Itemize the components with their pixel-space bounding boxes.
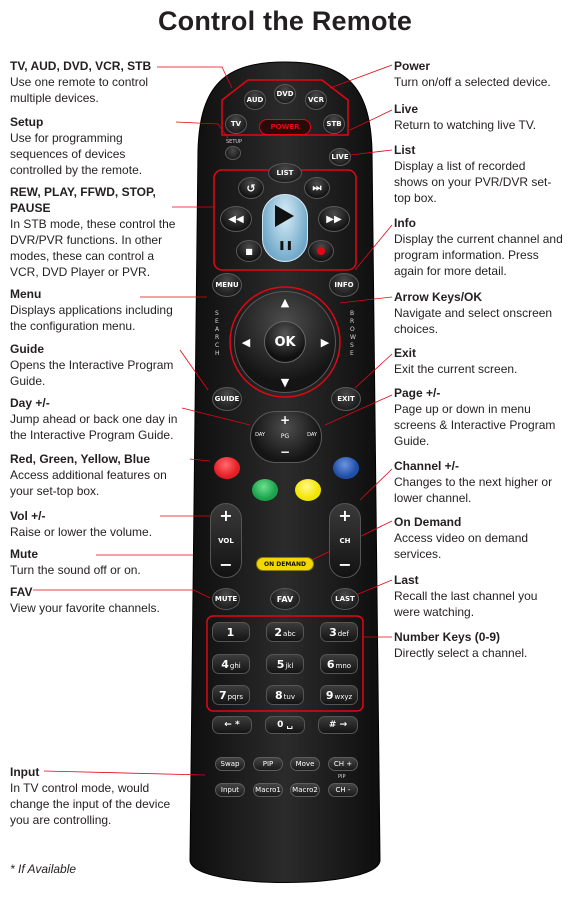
label-vol [10,508,190,540]
replay-icon: ↺ [246,181,256,195]
label-heading: REW, PLAY, FFWD, STOP, PAUSE [10,185,156,215]
label-menu [10,286,190,334]
number-key-letters: wxyz [334,692,353,701]
number-key-digit: 3 [329,625,337,639]
vol-down-icon: − [219,555,233,574]
label-desc: Access additional features on your set-top box. [10,468,167,498]
number-key-letters: ghi [229,661,241,670]
number-key-7[interactable] [212,685,250,705]
label-heading: Live [394,102,419,116]
pg-label: PG [280,432,290,440]
label-desc: Recall the last channel you were watching. [394,589,538,619]
label-guide [10,341,190,389]
label-transport [10,184,185,280]
arrow-up-icon: ▲ [280,295,290,309]
label-heading: Setup [10,115,44,129]
left-arrow-button[interactable] [237,333,255,351]
label-heading: List [394,143,416,157]
dvd-button[interactable]: DVD [274,84,296,104]
number-key-1[interactable] [212,622,250,642]
label-heading: Channel +/- [394,459,460,473]
label-desc: Return to watching live TV. [394,118,537,132]
fast-forward-icon: ▶▶ [326,213,342,225]
label-color-keys [10,451,190,499]
label-desc: Use one remote to control multiple devices. [10,75,149,105]
label-list [394,142,554,206]
label-mute [10,546,190,578]
number-key-digit: 5 [276,657,285,671]
number-key-letters: def [337,629,349,638]
aud-button[interactable]: AUD [244,90,266,110]
red-button[interactable] [214,457,240,479]
down-arrow-button[interactable] [276,374,294,390]
number-key-digit: 8 [275,688,283,702]
label-page [394,385,564,449]
fav-button[interactable]: FAV [270,588,300,610]
label-number-keys [394,629,564,661]
number-key-6[interactable] [320,654,358,674]
label-heading: Input [10,765,40,779]
setup-button[interactable] [225,146,241,160]
number-key-4[interactable] [212,654,250,674]
label-desc: Page up or down in menu screens & Interactive Program Guide. [394,402,556,448]
label-heading: Number Keys (0-9) [394,630,501,644]
day-minus-button[interactable]: DAY [255,432,265,438]
last-button[interactable]: LAST [331,588,359,610]
label-heading: Mute [10,547,38,561]
label-heading: FAV [10,585,33,599]
record-button[interactable] [308,240,334,262]
label-live [394,101,564,133]
pip-caption: PIP [338,774,346,780]
number-key-3[interactable] [320,622,358,642]
label-on-demand [394,514,564,562]
star-back-button[interactable]: ← * [212,716,252,734]
stop-icon: ■ [245,246,253,256]
label-last [394,572,564,620]
number-key-digit: 9 [325,688,334,702]
move-button[interactable]: Move [290,757,320,771]
label-heading: Day +/- [10,396,50,410]
label-desc: In TV control mode, would change the input of the device you are controlling. [10,781,171,827]
label-desc: Directly select a channel. [394,646,528,660]
label-desc: Display the current channel and program information. Press again for more detail. [394,232,563,278]
ok-button[interactable]: OK [264,321,306,363]
label-heading: Arrow Keys/OK [394,290,483,304]
label-tv-aud-dvd-vcr-stb [10,58,180,106]
label-desc: View your favorite channels. [10,601,160,615]
page-down-button[interactable]: − [279,445,291,459]
menu-button[interactable]: MENU [212,273,242,297]
number-key-digit: 7 [218,688,227,702]
exit-button[interactable]: EXIT [331,387,361,411]
label-input [10,764,185,828]
label-desc: Use for programming sequences of devices controlled by the remote. [10,131,143,177]
ch-up-icon: + [338,506,352,525]
number-key-8[interactable] [266,685,304,705]
macro2-button[interactable]: Macro2 [290,783,320,797]
arrow-right-icon: ▶ [320,335,330,349]
label-desc: Access video on demand services. [394,531,529,561]
label-heading: Info [394,216,416,230]
label-desc: Raise or lower the volume. [10,525,153,539]
channel-rocker[interactable] [329,503,361,578]
label-heading: Vol +/- [10,509,46,523]
replay-button[interactable] [238,177,264,199]
label-info [394,215,564,279]
label-desc: Changes to the next higher or lower channel. [394,475,553,505]
number-key-digit: 4 [221,657,229,671]
ch-minus-pip-button[interactable]: CH - [328,783,358,797]
live-button[interactable]: LIVE [329,148,351,166]
label-channel [394,458,564,506]
setup-label: SETUP [226,139,243,145]
label-desc: Jump ahead or back one day in the Interactive Program Guide. [10,412,178,442]
rewind-icon: ◀◀ [228,213,244,225]
label-heading: Page +/- [394,386,441,400]
label-desc: Turn on/off a selected device. [394,75,551,89]
vcr-button[interactable]: VCR [305,90,327,110]
number-key-5[interactable] [266,654,304,674]
label-heading: Red, Green, Yellow, Blue [10,452,151,466]
label-heading: On Demand [394,515,462,529]
label-heading: Power [394,59,431,73]
right-arrow-button[interactable] [316,333,334,351]
ch-down-icon: − [338,555,352,574]
guide-button[interactable]: GUIDE [212,387,242,411]
label-exit [394,345,564,377]
label-desc: Displays applications including the configuration menu. [10,303,173,333]
number-key-digit: 1 [226,625,235,639]
label-power [394,58,564,90]
ch-plus-pip-button[interactable]: CH + [328,757,358,771]
label-heading: Exit [394,346,417,360]
up-arrow-button[interactable] [276,294,294,310]
stop-button[interactable] [236,240,262,262]
number-key-letters: abc [283,629,296,638]
info-button[interactable]: INFO [329,273,359,297]
macro1-button[interactable]: Macro1 [253,783,283,797]
number-key-letters: pqrs [227,692,244,701]
label-desc: Navigate and select onscreen choices. [394,306,553,336]
number-key-letters: tuv [283,692,295,701]
record-icon [317,247,325,255]
footnote: * If Available [10,862,77,876]
play-pause-button[interactable] [262,194,308,262]
page-up-button[interactable]: + [279,413,291,427]
label-desc: Display a list of recorded shows on your PVR/DVR set-top box. [394,159,552,205]
rewind-button[interactable] [220,206,252,232]
number-key-9[interactable] [320,685,358,705]
list-button[interactable]: LIST [268,163,302,183]
arrow-down-icon: ▼ [280,375,290,389]
label-fav [10,584,190,616]
play-icon [275,205,294,227]
mute-button[interactable]: MUTE [212,588,240,610]
number-key-digit: 2 [274,625,283,639]
vol-up-icon: + [219,506,233,525]
page-title: Control the Remote [157,6,413,36]
skip-button[interactable] [304,177,330,199]
label-heading: TV, AUD, DVD, VCR, STB [10,59,152,73]
label-day [10,395,195,443]
vol-label: VOL [218,536,234,545]
input-button[interactable]: Input [215,783,245,797]
browse-label: BROWSE [350,310,356,357]
on-demand-button[interactable]: ON DEMAND [256,557,314,571]
label-heading: Guide [10,342,45,356]
label-heading: Menu [10,287,42,301]
ch-label: CH [339,536,351,545]
hash-forward-button[interactable]: # → [318,716,358,734]
label-desc: In STB mode, these control the DVR/PVR functions. In other modes, these can control a VCR, DVD Player or PVR. [10,217,176,279]
number-key-0[interactable]: 0 ␣ [265,716,305,734]
volume-rocker[interactable] [210,503,242,578]
arrow-left-icon: ◀ [241,335,251,349]
pip-button[interactable]: PIP [253,757,283,771]
number-key-letters: jkl [285,661,294,670]
pause-icon: ❚❚ [278,241,294,251]
number-key-digit: 6 [326,657,335,671]
label-desc: Opens the Interactive Program Guide. [10,358,174,388]
day-plus-button[interactable]: DAY [307,432,317,438]
number-key-2[interactable] [266,622,304,642]
blue-button[interactable] [333,457,359,479]
skip-icon: ⏭ [312,182,322,194]
label-setup [10,114,175,178]
label-desc: Exit the current screen. [394,362,518,376]
label-heading: Last [394,573,419,587]
fast-forward-button[interactable] [318,206,350,232]
search-label: SEARCH [215,310,220,357]
swap-button[interactable]: Swap [215,757,245,771]
label-desc: Turn the sound off or on. [10,563,141,577]
green-button[interactable] [252,479,278,501]
yellow-button[interactable] [295,479,321,501]
power-button[interactable]: POWER [259,119,311,135]
tv-button[interactable]: TV [225,114,247,134]
label-arrow-ok [394,289,564,337]
stb-button[interactable]: STB [323,114,345,134]
number-key-letters: mno [335,661,352,670]
